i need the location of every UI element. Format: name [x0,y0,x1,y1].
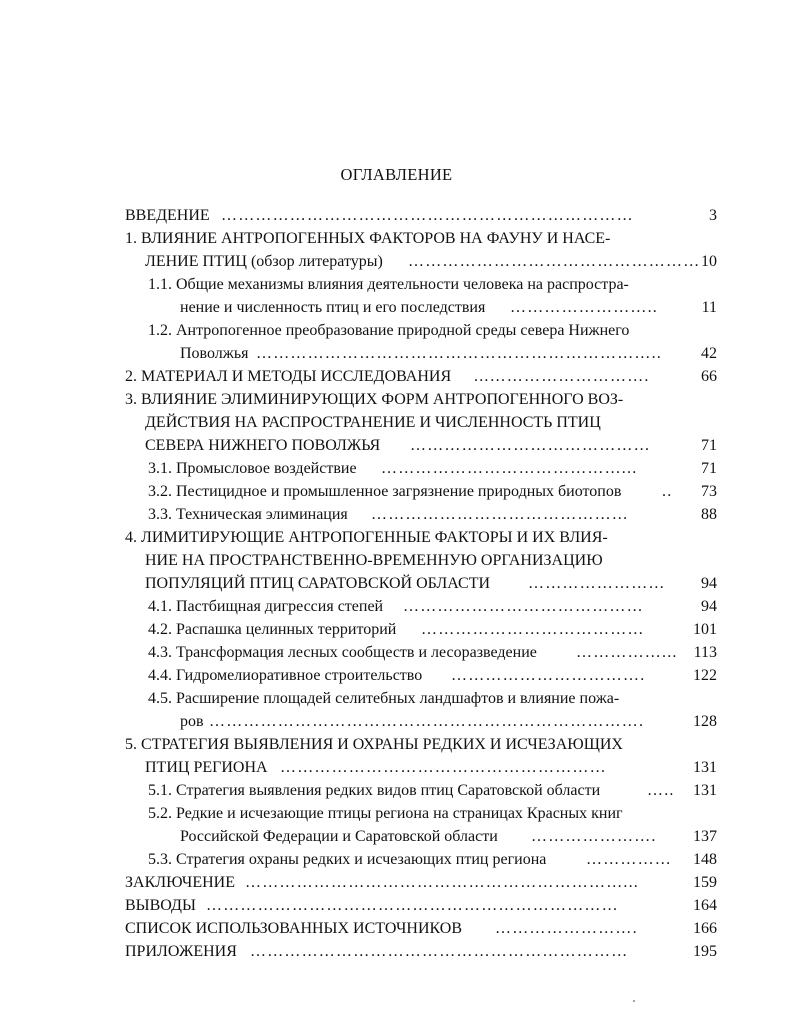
toc-entry[interactable] [0,481,793,503]
toc-entry-text: 5.1. Стратегия выявления редких видов птиц Саратовской области [148,782,601,799]
toc-page-number: 113 [693,644,717,661]
toc-entry[interactable] [0,297,793,319]
toc-entry[interactable] [0,734,793,756]
toc-leader-dots: ……………………. [495,920,638,937]
toc-leader-dots: ………………………………………………………… [250,943,629,960]
toc-leader-dots: …………………….. [510,299,658,316]
toc-entry-text: ВВЕДЕНИЕ [125,207,210,224]
toc-leader-dots: ………………………………………………… [280,759,607,776]
toc-entry-text: 3. ВЛИЯНИЕ ЭЛИМИНИРУЮЩИХ ФОРМ АНТРОПОГЕННОГО ВОЗ- [125,391,624,408]
toc-leader-dots: ……………………………. [451,667,646,684]
toc-page-number: 71 [701,437,717,454]
toc-entry[interactable] [0,803,793,825]
toc-entry-text: 3.1. Промысловое воздействие [148,460,357,477]
toc-page-number: 71 [701,460,717,477]
toc-leader-dots: .. [662,483,673,500]
toc-entry-text: ров [180,713,204,730]
toc-entry-text: Поволжья [180,345,249,362]
toc-entry[interactable] [0,665,793,687]
toc-leader-dots: …………………. [531,828,657,845]
toc-entry-text: 4.1. Пастбищная дигрессия степей [148,598,384,615]
toc-page-number: 122 [693,667,717,684]
toc-page-number: 101 [693,621,717,638]
toc-entry[interactable] [0,596,793,618]
toc-page-number: 94 [701,598,717,615]
toc-entry-text: СЕВЕРА НИЖНЕГО ПОВОЛЖЬЯ [145,437,381,454]
toc-page-number: 66 [701,368,717,385]
toc-page-number: 164 [693,897,717,914]
toc-leader-dots: …………………………………………………………….. [256,345,662,362]
toc-entry-text: СПИСОК ИСПОЛЬЗОВАННЫХ ИСТОЧНИКОВ [125,920,463,937]
toc-entry[interactable] [0,366,793,388]
toc-page-number: 10 [701,253,717,270]
toc-entry[interactable] [0,274,793,296]
toc-entry-text: 4. ЛИМИТИРУЮЩИЕ АНТРОПОГЕННЫЕ ФАКТОРЫ И ИХ ВЛИЯ- [125,529,608,546]
toc-leader-dots: ….. [647,782,675,799]
toc-entry[interactable] [0,619,793,641]
toc-entry[interactable] [0,458,793,480]
toc-entry[interactable] [0,251,793,273]
page-title: ОГЛАВЛЕНИЕ [340,165,453,184]
scan-speck [633,1000,635,1002]
toc-entry-text: 4.5. Расширение площадей селитебных ландшафтов и влияние пожа- [148,690,620,707]
toc-entry[interactable] [0,412,793,434]
toc-leader-dots: …………………………………… [410,437,651,454]
toc-entry[interactable] [0,918,793,940]
toc-entry[interactable] [0,389,793,411]
toc-leader-dots: …………………… [528,575,666,592]
toc-entry-text: 4.2. Распашка целинных территорий [148,621,397,638]
toc-entry[interactable] [0,435,793,457]
toc-leader-dots: ……………………………………... [381,460,638,477]
toc-entry[interactable] [0,527,793,549]
toc-entry-text: 5.2. Редкие и исчезающие птицы региона на страницах Красных книг [148,805,623,822]
toc-entry[interactable] [0,757,793,779]
toc-page-number: 73 [701,483,717,500]
toc-entry[interactable] [0,320,793,342]
toc-leader-dots: …………………………………… [403,598,644,615]
toc-page-number: 94 [701,575,717,592]
toc-page-number: 166 [693,920,717,937]
toc-page-number: 131 [693,759,717,776]
toc-page-number: 11 [701,299,717,316]
toc-page-number: 159 [693,874,717,891]
toc-entry-text: нение и численность птиц и его последствия [180,299,486,316]
toc-entry-text: Российской Федерации и Саратовской области [180,828,498,845]
toc-entry-text: 5. СТРАТЕГИЯ ВЫЯВЛЕНИЯ И ОХРАНЫ РЕДКИХ И ИСЧЕЗАЮЩИХ [125,736,623,753]
toc-leader-dots: ……………………………………… [371,506,629,523]
toc-page-number: 131 [693,782,717,799]
toc-page-number: 88 [701,506,717,523]
toc-entry[interactable] [0,642,793,664]
toc-leader-dots: …………………………………………………………………. [209,713,645,730]
toc-entry[interactable] [0,688,793,710]
toc-entry-text: 3.3. Техническая элиминация [148,506,348,523]
toc-entry-text: ВЫВОДЫ [125,897,196,914]
toc-entry[interactable] [0,780,793,802]
toc-entry-text: 4.4. Гидромелиоративное строительство [148,667,423,684]
toc-entry[interactable] [0,550,793,572]
toc-page-number: 3 [709,207,717,224]
toc-page-number: 195 [693,943,717,960]
toc-entry-text: ПОПУЛЯЦИЙ ПТИЦ САРАТОВСКОЙ ОБЛАСТИ [145,575,491,592]
toc-entry-text: НИЕ НА ПРОСТРАНСТВЕННО-ВРЕМЕННУЮ ОРГАНИЗАЦИЮ [145,552,603,569]
toc-entry[interactable] [0,872,793,894]
toc-entry-text: ДЕЙСТВИЯ НА РАСПРОСТРАНЕНИЕ И ЧИСЛЕННОСТЬ ПТИЦ [145,414,601,431]
toc-entry-text: ПРИЛОЖЕНИЯ [125,943,237,960]
toc-entry[interactable] [0,573,793,595]
toc-entry-text: 3.2. Пестицидное и промышленное загрязнение природных биотопов [148,483,622,500]
toc-page-number: 148 [693,851,717,868]
toc-entry-text: 2. МАТЕРИАЛ И МЕТОДЫ ИССЛЕДОВАНИЯ [125,368,452,385]
toc-entry-text: ЛЕНИЕ ПТИЦ (обзор литературы) [145,253,383,270]
toc-entry-text: ПТИЦ РЕГИОНА [145,759,268,776]
toc-entry[interactable] [0,895,793,917]
toc-leader-dots: ……………... [576,644,678,661]
toc-entry-text: 5.3. Стратегия охраны редких и исчезающих птиц региона [148,851,547,868]
toc-entry-text: 4.3. Трансформация лесных сообществ и лесоразведение [148,644,537,661]
toc-entry[interactable] [0,228,793,250]
toc-entry-text: 1. ВЛИЯНИЕ АНТРОПОГЕННЫХ ФАКТОРОВ НА ФАУНУ И НАСЕ- [125,230,611,247]
toc-entry[interactable] [0,504,793,526]
toc-entry-text: 1.1. Общие механизмы влияния деятельности человека на распростра- [148,276,629,293]
toc-leader-dots: …………………………………………………………... [245,874,639,891]
toc-page-number: 137 [693,828,717,845]
toc-leader-dots: ……………………………………………………………… [221,207,634,224]
toc-entry[interactable] [0,826,793,848]
toc-entry[interactable] [0,849,793,871]
toc-entry[interactable] [0,711,793,733]
toc-entry-text: ЗАКЛЮЧЕНИЕ [125,874,235,891]
toc-entry[interactable] [0,941,793,963]
toc-leader-dots: ……………………………………………………………… [206,897,619,914]
toc-leader-dots: ………………………………… [421,621,645,638]
toc-entry[interactable] [0,205,793,227]
toc-page-number: 128 [693,713,717,730]
toc-entry-text: 1.2. Антропогенное преобразование природной среды севера Нижнего [148,322,630,339]
toc-page-number: 42 [701,345,717,362]
toc-leader-dots: …………… [586,851,672,868]
toc-leader-dots: ...………………………. [474,368,650,385]
toc-entry[interactable] [0,343,793,365]
toc-leader-dots: …………………………………………… [408,253,701,270]
